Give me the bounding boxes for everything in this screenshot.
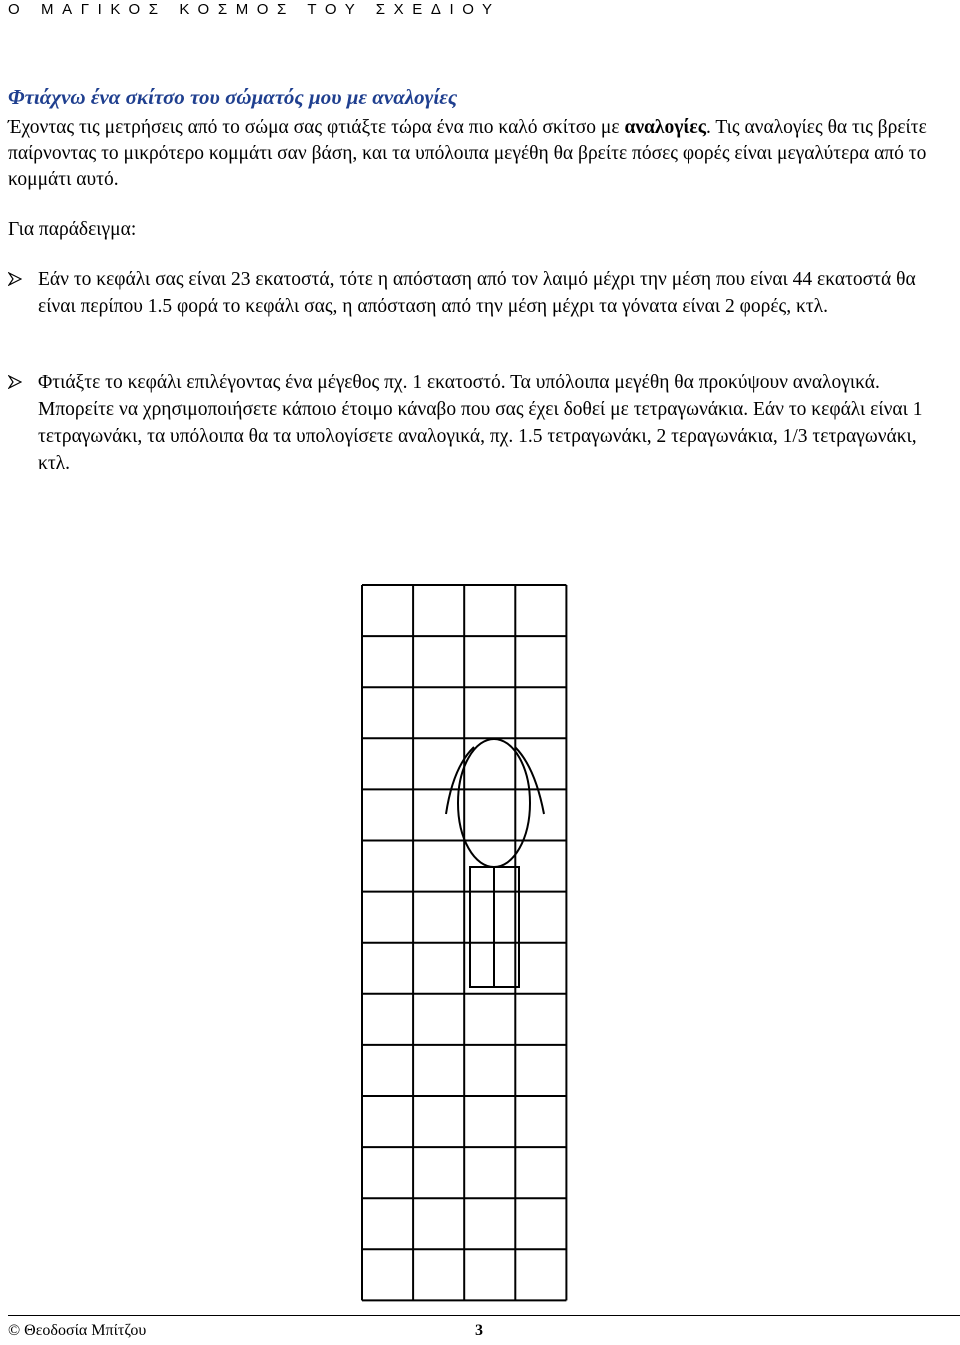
grid-with-figure (360, 583, 608, 1303)
running-header: Ο ΜΑΓΙΚΟΣ ΚΟΣΜΟΣ ΤΟΥ ΣΧΕΔΙΟΥ (8, 1, 501, 18)
arrow-bullet-icon (8, 272, 22, 286)
section-title: Φτιάχνω ένα σκίτσο του σώματός μου με αναλογίες (8, 85, 458, 109)
stick-figure (446, 739, 544, 987)
copyright-icon: © (8, 1322, 21, 1339)
example-label: Για παράδειγμα: (8, 219, 137, 240)
author-name: Θεοδοσία Μπίτζου (24, 1322, 147, 1339)
intro-text-end: . Τις αναλογίες θα τις βρείτε παίρνοντας το μικρότερο κομμάτι σαν βάση, και τα υπόλοιπα μεγέθη θα βρείτε πόσες φορές είναι μεγαλύτερα από το κομμάτι αυτό. (8, 117, 927, 190)
intro-emphasis: αναλογίες (624, 117, 706, 138)
bullet-item (8, 369, 953, 477)
bullet-item (8, 266, 953, 320)
page-number: 3 (475, 1322, 483, 1339)
figure-head (458, 739, 530, 867)
drawing-grid (360, 583, 608, 1308)
bullet-text: Εάν το κεφάλι σας είναι 23 εκατοστά, τότε η απόσταση από τον λαιμό μέχρι την μέση που είναι 44 εκατοστά θα είναι περίπου 1.5 φορά το κεφάλι σας, η απόσταση από την μέση μέχρι τα γόνατα είναι 2 φορές, κτλ. (38, 269, 916, 317)
arrow-bullet-icon (8, 375, 22, 389)
bullet-text: Φτιάξτε το κεφάλι επιλέγοντας ένα μέγεθος πχ. 1 εκατοστό. Τα υπόλοιπα μεγέθη θα προκύψουν αναλογικά. Μπορείτε να χρησιμοποιήσετε κάποιο έτοιμο κάναβο που σας έχει δοθεί με τετραγωνάκια. Εάν το κεφάλι είναι 1 τετραγωνάκι, τα υπόλοιπα θα τα υπολογίσετε αναλογικά, πχ. 1.5 τετραγωνάκι, 2 τεραγωνάκια, 1/3 τετραγωνάκι, κτλ. (38, 372, 923, 474)
intro-paragraph (8, 115, 953, 193)
footer-author (8, 1321, 146, 1341)
footer-rule (8, 1315, 960, 1316)
intro-text-start: Έχοντας τις μετρήσεις από το σώμα σας φτιάξτε τώρα ένα πιο καλό σκίτσο με (8, 117, 625, 138)
